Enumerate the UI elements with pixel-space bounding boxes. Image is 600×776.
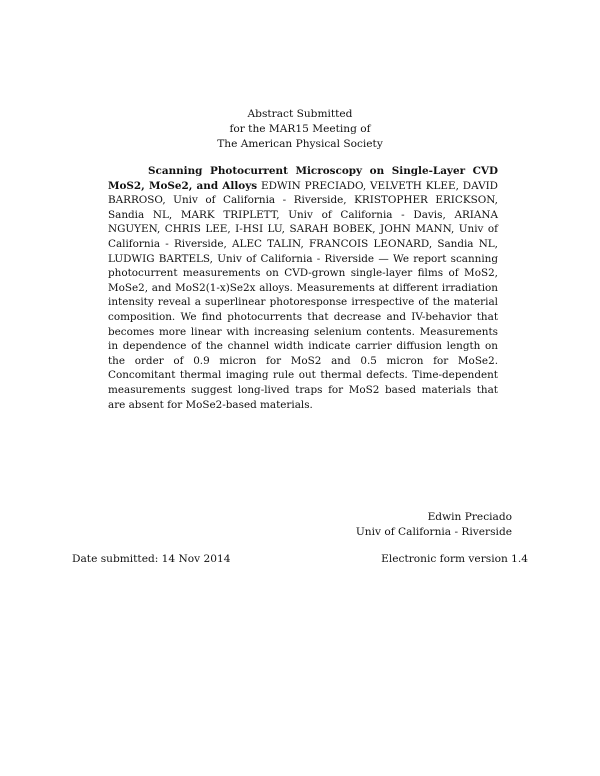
abstract-title: Scanning Photocurrent Microscopy on Single-Layer CVD MoS2, MoSe2, and Alloys	[108, 165, 498, 192]
abstract-separator: —	[378, 252, 389, 265]
abstract-text: We report scanning photocurrent measurements on CVD-grown single-layer films of MoS2, MoSe2, and MoS2(1-x)Se2x alloys. Measurements at different irradiation intensity reveal a superlinear photoresponse irrespective of the material composition. We find photocurrents that decrease and IV-behavior that becomes more linear with increasing selenium contents. Measurements in dependence of the channel width indicate carrier diffusion length on the order of 0.9 micron for MoS2 and 0.5 micron for MoSe2. Concomitant thermal imaging rule out thermal defects. Time-dependent measurements suggest long-lived traps for MoS2 based materials that are absent for MoSe2-based materials.	[108, 252, 499, 411]
submitter-affiliation: Univ of California - Riverside	[355, 526, 512, 538]
date-submitted: Date submitted: 14 Nov 2014	[72, 553, 231, 565]
header-line-meeting: for the MAR15 Meeting of	[229, 123, 371, 135]
abstract-authors: EDWIN PRECIADO, VELVETH KLEE, DAVID BARROSO, Univ of California - Riverside, KRISTOPHER ERICKSON, Sandia NL, MARK TRIPLETT, Univ of California - Davis, ARIANA NGUYEN, CHRIS LEE, I-HSI LU, SARAH BOBEK, JOHN MANN, Univ of California - Riverside, ALEC TALIN, FRANCOIS LEONARD, Sandia NL, LUDWIG BARTELS, Univ of California - Riverside	[108, 179, 499, 265]
header-line-abstract-submitted: Abstract Submitted	[247, 108, 353, 120]
submitter-signature	[356, 510, 512, 540]
form-version: Electronic form version 1.4	[381, 553, 528, 565]
submitter-name: Edwin Preciado	[427, 511, 512, 523]
abstract-body	[108, 164, 498, 412]
submission-header	[0, 107, 600, 152]
header-line-society: The American Physical Society	[217, 138, 383, 150]
